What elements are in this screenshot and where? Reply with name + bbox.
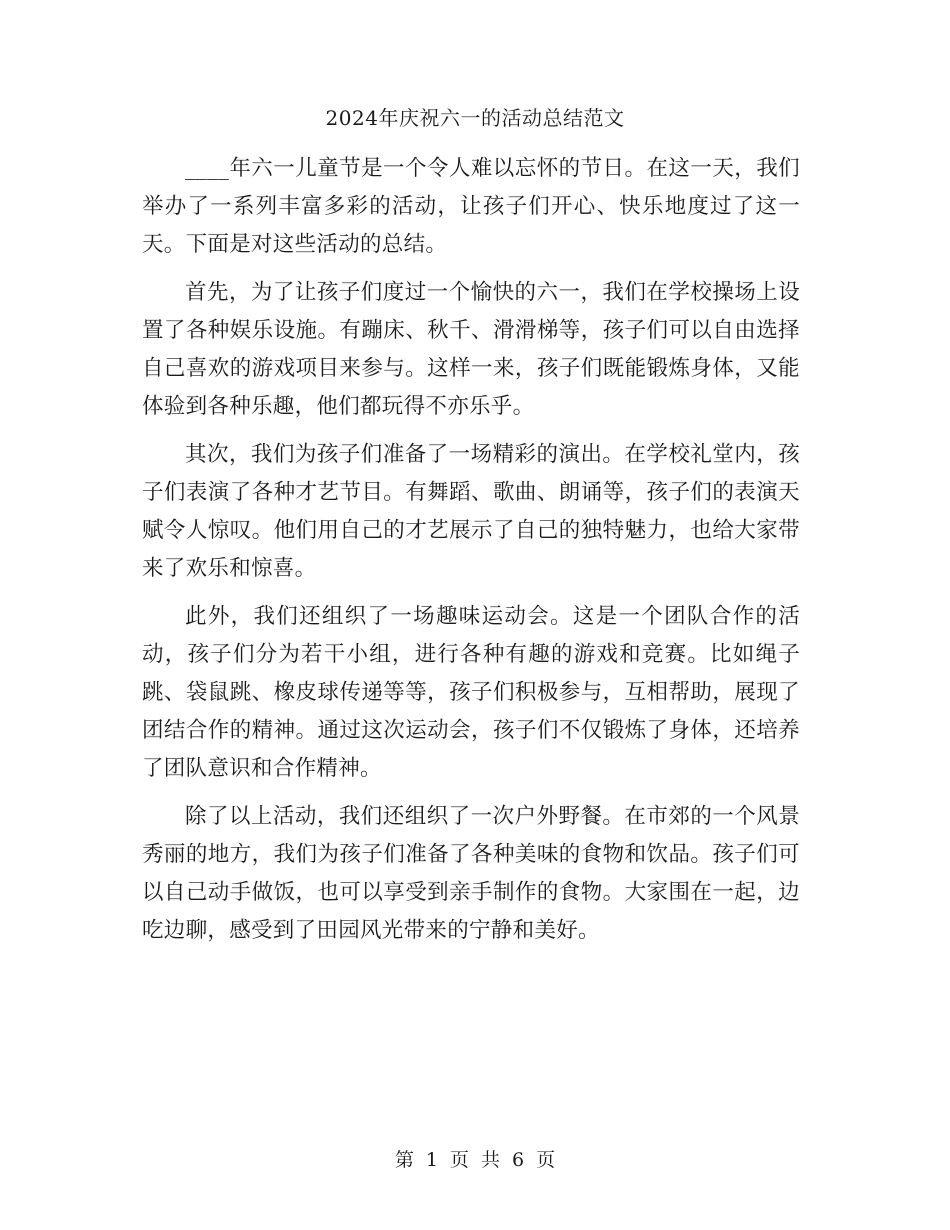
document-title: 2024年庆祝六一的活动总结范文	[325, 106, 625, 130]
page-number-footer: 第 1 页 共 6 页	[394, 1149, 556, 1171]
paragraph-sports-meet: 此外，我们还组织了一场趣味运动会。这是一个团队合作的活动，孩子们分为若干小组，进行各种有趣的游戏和竞赛。比如绳子跳、袋鼠跳、橡皮球传递等等，孩子们积极参与，互相帮助，展现了团结合作的精神。通过这次运动会，孩子们不仅锻炼了身体，还培养了团队意识和合作精神。	[142, 604, 800, 781]
document-body	[142, 150, 800, 960]
paragraph-intro: ____年六一儿童节是一个令人难以忘怀的节日。在这一天，我们举办了一系列丰富多彩的活动，让孩子们开心、快乐地度过了这一天。下面是对这些活动的总结。	[142, 156, 800, 257]
paragraph-facilities: 首先，为了让孩子们度过一个愉快的六一，我们在学校操场上设置了各种娱乐设施。有蹦床、秋千、滑滑梯等，孩子们可以自由选择自己喜欢的游戏项目来参与。这样一来，孩子们既能锻炼身体，又能体验到各种乐趣，他们都玩得不亦乐乎。	[142, 280, 800, 419]
paragraph-performance: 其次，我们为孩子们准备了一场精彩的演出。在学校礼堂内，孩子们表演了各种才艺节目。有舞蹈、歌曲、朗诵等，孩子们的表演天赋令人惊叹。他们用自己的才艺展示了自己的独特魅力，也给大家带来了欢乐和惊喜。	[142, 442, 800, 581]
paragraph-picnic: 除了以上活动，我们还组织了一次户外野餐。在市郊的一个风景秀丽的地方，我们为孩子们准备了各种美味的食物和饮品。孩子们可以自己动手做饭，也可以享受到亲手制作的食物。大家围在一起，边吃边聊，感受到了田园风光带来的宁静和美好。	[142, 804, 800, 943]
